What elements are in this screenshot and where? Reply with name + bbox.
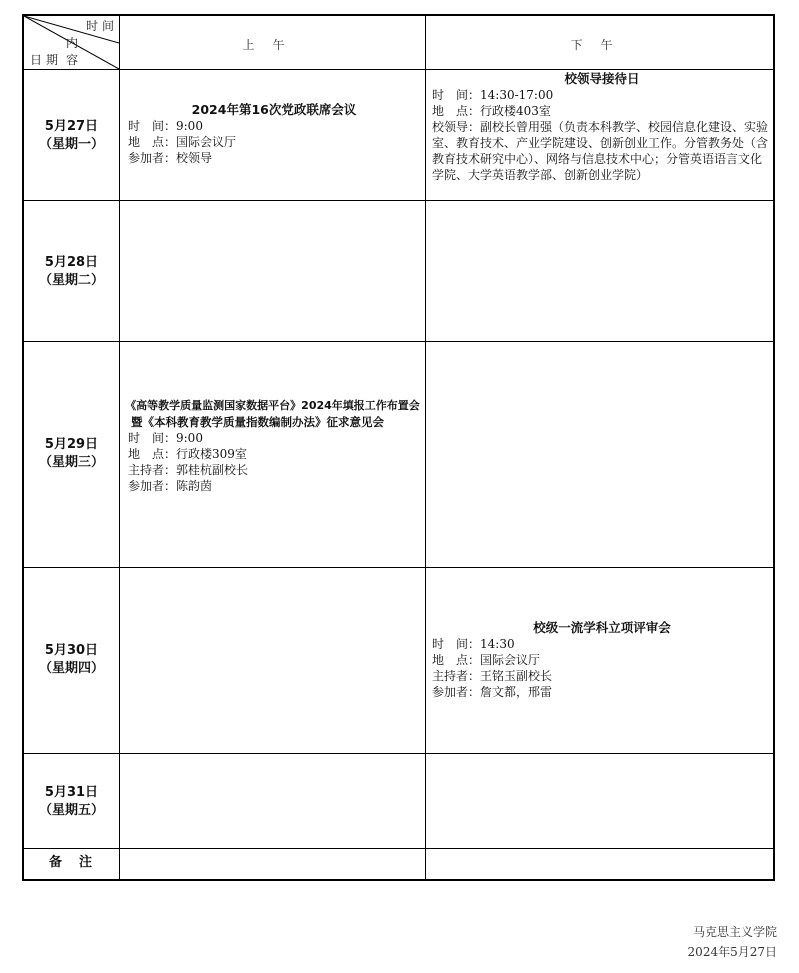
event-title-line2: 暨《本科教育教学质量指数编制办法》征求意见会 bbox=[131, 415, 384, 429]
corner-label-content: 内容 bbox=[66, 36, 101, 67]
grid-vline-mid bbox=[425, 16, 426, 879]
event-time: 时 间：9:00 bbox=[128, 431, 203, 445]
grid-hline-header bbox=[24, 69, 773, 70]
weekday-label: （星期一） bbox=[38, 137, 104, 152]
header-afternoon: 下午 bbox=[570, 38, 631, 52]
footer-org: 马克思主义学院 bbox=[692, 925, 777, 939]
event-location: 地 点：行政楼403室 bbox=[432, 104, 551, 118]
weekday-label: （星期五） bbox=[38, 803, 104, 818]
weekday-label: （星期四） bbox=[38, 661, 104, 676]
header-corner-cell bbox=[24, 16, 119, 69]
event-data-platform-meeting bbox=[121, 398, 424, 494]
event-title-line1: 《高等教学质量监测国家数据平台》2024年填报工作布置会 bbox=[125, 399, 420, 412]
event-leader-reception bbox=[432, 71, 772, 183]
event-participants: 参加者：陈韵茵 bbox=[128, 479, 213, 493]
event-time: 时 间：9:00 bbox=[128, 119, 203, 133]
event-leader-detail: 校领导：副校长曾用强（负责本科教学、校园信息化建设、实验室、教育技术、产业学院建设、创新创业工作。分管教务处（含教育技术研究中心）、网络与信息技术中心；分管英语语言文化学院、大学英语教学部、创新创业学院） bbox=[432, 120, 769, 182]
event-location: 地 点：行政楼309室 bbox=[128, 447, 247, 461]
grid-hline-row4 bbox=[24, 753, 773, 754]
event-title: 2024年第16次党政联席会议 bbox=[191, 102, 357, 117]
weekday-label: （星期二） bbox=[38, 273, 104, 288]
schedule-table bbox=[22, 14, 775, 881]
grid-hline-row3 bbox=[24, 567, 773, 568]
event-time: 时 间：14:30-17:00 bbox=[432, 88, 554, 102]
grid-vline-date bbox=[119, 16, 120, 879]
date-label: 5月31日 bbox=[44, 785, 99, 800]
event-location: 地 点：国际会议厅 bbox=[432, 653, 541, 667]
row-date-may30 bbox=[24, 642, 119, 678]
event-location: 地 点：国际会议厅 bbox=[128, 135, 237, 149]
event-discipline-review bbox=[432, 620, 772, 700]
date-label: 5月29日 bbox=[44, 437, 99, 452]
date-label: 5月27日 bbox=[44, 119, 99, 134]
weekday-label: （星期三） bbox=[38, 455, 104, 470]
event-time: 时 间：14:30 bbox=[432, 637, 515, 651]
grid-hline-row1 bbox=[24, 200, 773, 201]
remarks-label: 备 注 bbox=[48, 855, 94, 870]
date-label: 5月28日 bbox=[44, 255, 99, 270]
date-label: 5月30日 bbox=[44, 643, 99, 658]
event-title: 校领导接待日 bbox=[564, 71, 640, 86]
event-host: 主持者：王铭玉副校长 bbox=[432, 669, 553, 683]
corner-label-time: 时间 bbox=[86, 19, 119, 33]
row-date-may29 bbox=[24, 436, 119, 472]
footer-date: 2024年5月27日 bbox=[687, 945, 777, 959]
row-date-may31 bbox=[24, 784, 119, 820]
document-footer bbox=[688, 922, 777, 962]
event-party-meeting bbox=[128, 102, 420, 166]
corner-label-date: 日期 bbox=[30, 53, 63, 67]
event-participants: 参加者：詹文都，邢雷 bbox=[432, 685, 553, 699]
event-title: 校级一流学科立项评审会 bbox=[533, 620, 671, 635]
grid-hline-row2 bbox=[24, 341, 773, 342]
event-participants: 参加者：校领导 bbox=[128, 151, 213, 165]
row-date-may28 bbox=[24, 254, 119, 290]
grid-hline-row5 bbox=[24, 848, 773, 849]
event-host: 主持者：郭桂杭副校长 bbox=[128, 463, 249, 477]
header-morning: 上午 bbox=[242, 38, 303, 52]
row-date-may27 bbox=[24, 118, 119, 154]
